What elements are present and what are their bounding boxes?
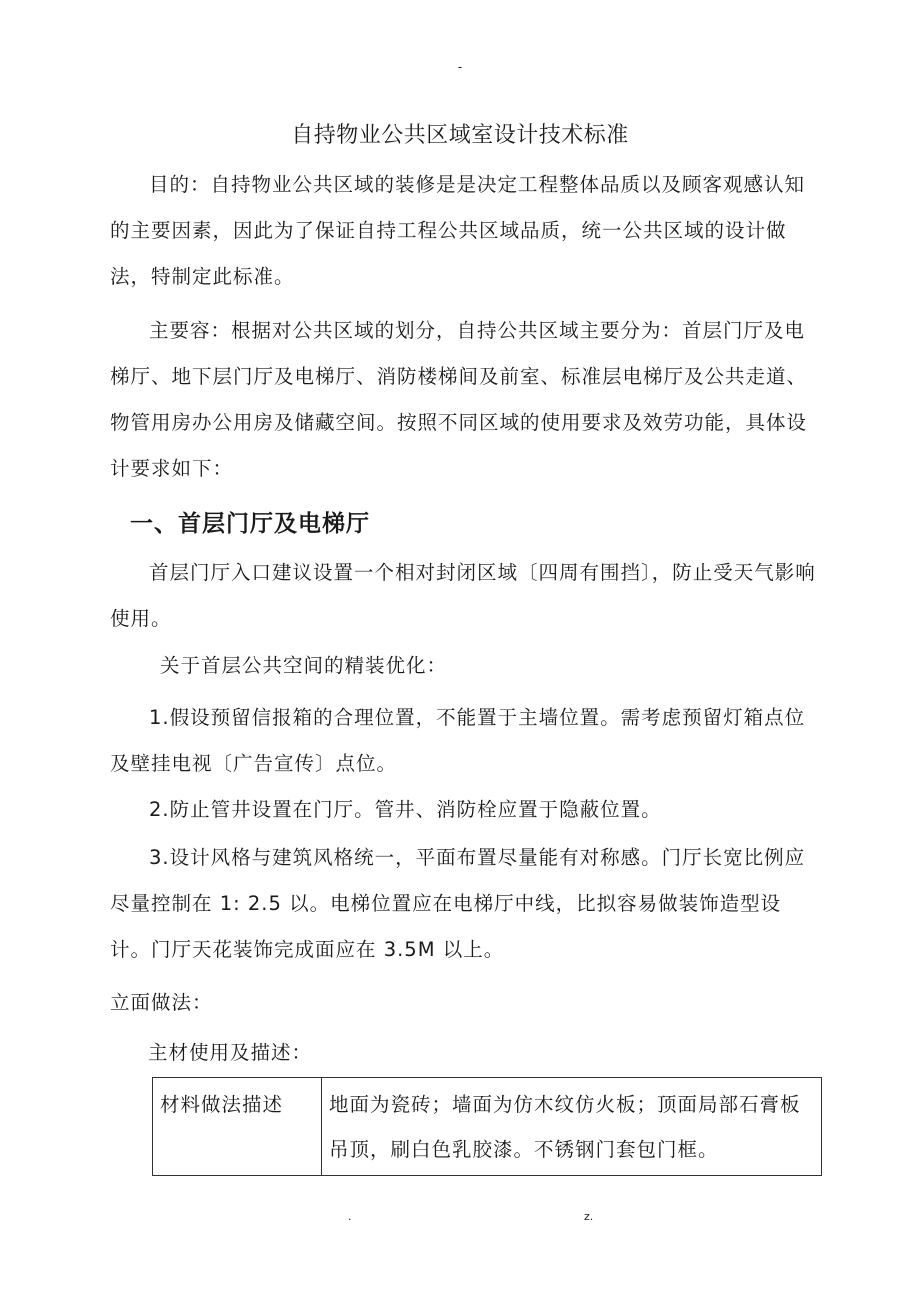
purpose-paragraph: 目的：自持物业公共区域的装修是是决定工程整体品质以及顾客观感认知的主要因素，因此为了保证自持工程公共区域品质，统一公共区域的设计做法，特制定此标准。 (110, 173, 806, 288)
document-title: 自持物业公共区域室设计技术标准 (291, 123, 629, 148)
table-description-cell: 地面为瓷砖；墙面为仿木纹仿火板；顶面局部石膏板吊顶，刷白色乳胶漆。不锈钢门套包门框。 (322, 1078, 822, 1176)
elevation-title: 立面做法： (110, 991, 213, 1014)
optimization-title: 关于首层公共空间的精装优化： (160, 654, 448, 677)
main-content-paragraph: 主要容：根据对公共区域的划分，自持公共区域主要分为：首层门厅及电梯厅、地下层门厅及电梯厅、消防楼梯间及前室、标准层电梯厅及公共走道、物管用房办公用房及储藏空间。按照不同区域的使用要求及效劳功能，具体设计要求如下： (110, 319, 808, 480)
list-item: 1.假设预留信报箱的合理位置，不能置于主墙位置。需考虑预留灯箱点位及壁挂电视〔广告宣传〕点位。 (110, 706, 806, 775)
list-item: 2.防止管井设置在门厅。管井、消防栓应置于隐蔽位置。 (149, 798, 662, 821)
page-header-mark: - (457, 60, 463, 74)
table-label-cell: 材料做法描述 (153, 1078, 322, 1176)
section-heading: 一、首层门厅及电梯厅 (130, 511, 370, 537)
section-intro-paragraph: 首层门厅入口建议设置一个相对封闭区域〔四周有围挡〕，防止受天气影响使用。 (110, 561, 816, 630)
table-row (153, 1078, 822, 1176)
list-item: 3.设计风格与建筑风格统一，平面布置尽量能有对称感。门厅长宽比例应尽量控制在 1: 2.5 以。电梯位置应在电梯厅中线，比拟容易做装饰造型设计。门厅天花装饰完成面应在 3.5M 以上。 (110, 846, 806, 961)
footer-right-mark: z. (584, 1210, 594, 1223)
materials-title: 主材使用及描述： (148, 1041, 313, 1064)
footer-left-mark: . (348, 1210, 352, 1223)
materials-table (152, 1077, 822, 1176)
